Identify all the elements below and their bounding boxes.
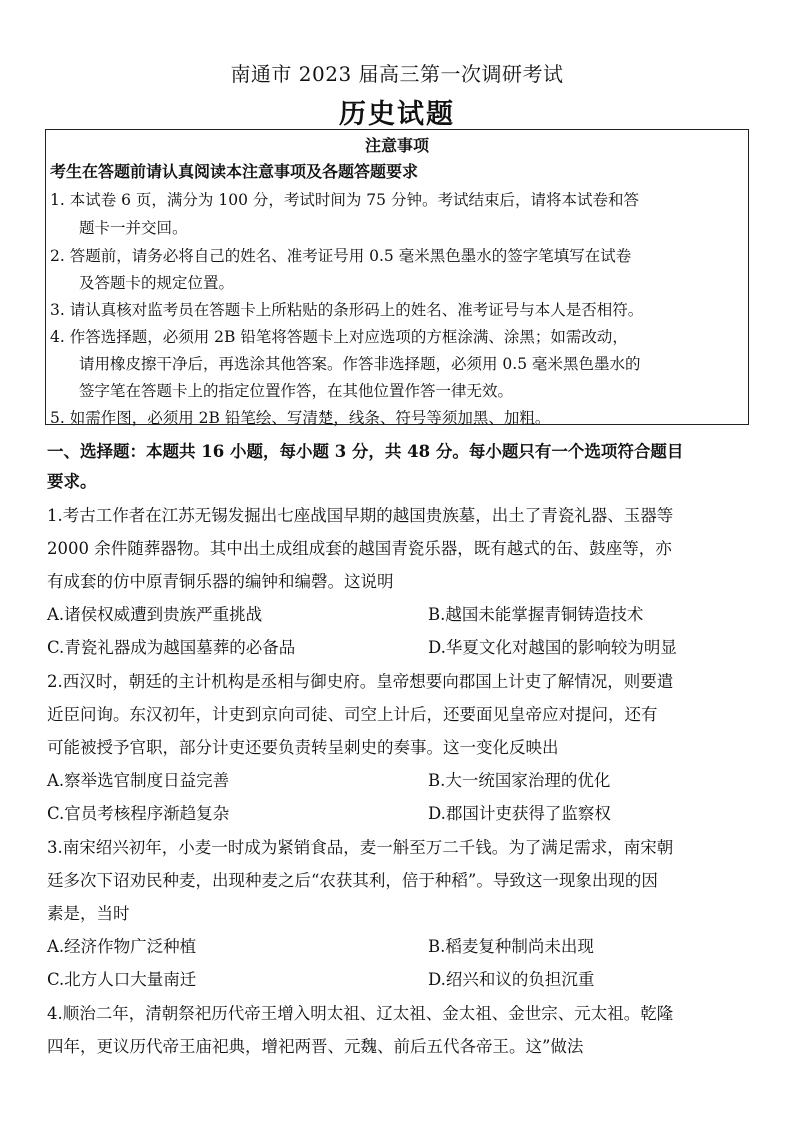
notice-item-4-cont-1: 请用橡皮擦干净后，再选涂其他答案。作答非选择题，必须用 0.5 毫米黑色墨水的: [79, 355, 641, 373]
exam-title: 南通市 2023 届高三第一次调研考试: [230, 62, 564, 86]
subject-title: 历史试题: [339, 99, 455, 130]
question-2-line-2: 近臣问询。东汉初年，计吏到京向司徒、司空上计后，还要面见皇帝应对提问，还有: [47, 705, 658, 724]
question-2-line-1: 2.西汉时，朝廷的主计机构是丞相与御史府。皇帝想要向郡国上计吏了解情况，则要遣: [47, 672, 674, 691]
question-3-option-c: C.北方人口大量南迁: [47, 970, 197, 989]
question-2-option-b: B.大一统国家治理的优化: [428, 771, 611, 790]
question-2-option-d: D.郡国计吏获得了监察权: [428, 804, 611, 823]
section-heading-cont: 要求。: [47, 472, 97, 491]
question-1-option-a: A.诸侯权威遭到贵族严重挑战: [47, 605, 263, 624]
question-4-line-2: 四年，更议历代帝王庙祀典，增祀两晋、元魏、前后五代各帝王。这”做法: [47, 1037, 584, 1056]
question-2-line-3: 可能被授予官职，部分计吏还要负责转呈刺史的奏事。这一变化反映出: [47, 738, 559, 757]
notice-item-1: 1. 本试卷 6 页，满分为 100 分，考试时间为 75 分钟。考试结束后，请将本试卷和答: [50, 191, 639, 209]
notice-item-4-cont-2: 签字笔在答题卡上的指定位置作答，在其他位置作答一律无效。: [79, 382, 514, 400]
notice-item-3: 3. 请认真核对监考员在答题卡上所粘贴的条形码上的姓名、准考证号与本人是否相符。: [50, 301, 644, 319]
notice-subheading: 考生在答题前请认真阅读本注意事项及各题答题要求: [50, 162, 419, 181]
question-2-option-a: A.察举选官制度日益完善: [47, 771, 230, 790]
notice-item-5: 5. 如需作图，必须用 2B 铅笔绘、写清楚，线条、符号等须加黑、加粗。: [50, 409, 551, 427]
question-1-option-d: D.华夏文化对越国的影响较为明显: [428, 638, 677, 657]
question-3-line-2: 廷多次下诏劝民种麦，出现种麦之后“农获其利，倍于种稻”。导致这一现象出现的因: [47, 871, 658, 890]
question-1-line-2: 2000 余件随葬器物。其中出土成组成套的越国青瓷乐器，既有越式的缶、鼓座等，亦: [47, 539, 672, 558]
question-2-option-c: C.官员考核程序渐趋复杂: [47, 804, 230, 823]
question-1-line-3: 有成套的仿中原青铜乐器的编钟和编磬。这说明: [47, 572, 394, 591]
question-4-line-1: 4.顺治二年，清朝祭祀历代帝王增入明太祖、辽太祖、金太祖、金世宗、元太祖。乾隆: [47, 1004, 674, 1023]
question-3-line-1: 3.南宋绍兴初年，小麦一时成为紧销食品，麦一斛至万二千钱。为了满足需求，南宋朝: [47, 838, 674, 857]
section-heading: 一、选择题：本题共 16 小题，每小题 3 分，共 48 分。每小题只有一个选项符合题目: [47, 442, 684, 461]
notice-heading: 注意事项: [364, 136, 429, 155]
question-1-option-b: B.越国未能掌握青铜铸造技术: [428, 605, 644, 624]
question-3-line-3: 素是，当时: [47, 904, 130, 923]
notice-item-4: 4. 作答选择题，必须用 2B 铅笔将答题卡上对应选项的方框涂满、涂黑；如需改动，: [50, 328, 628, 346]
notice-item-1-cont: 题卡一并交回。: [79, 219, 188, 237]
notice-item-2-cont: 及答题卡的规定位置。: [79, 274, 235, 292]
notice-item-2: 2. 答题前，请务必将自己的姓名、准考证号用 0.5 毫米黑色墨水的签字笔填写在试卷: [50, 247, 632, 265]
question-3-option-d: D.绍兴和议的负担沉重: [428, 970, 595, 989]
question-3-option-a: A.经济作物广泛种植: [47, 937, 197, 956]
notice-box: [45, 129, 749, 425]
question-1-line-1: 1.考古工作者在江苏无锡发掘出七座战国早期的越国贵族墓，出土了青瓷礼器、玉器等: [47, 506, 674, 525]
question-1-option-c: C.青瓷礼器成为越国墓葬的必备品: [47, 638, 296, 657]
question-3-option-b: B.稻麦复种制尚未出现: [428, 937, 594, 956]
